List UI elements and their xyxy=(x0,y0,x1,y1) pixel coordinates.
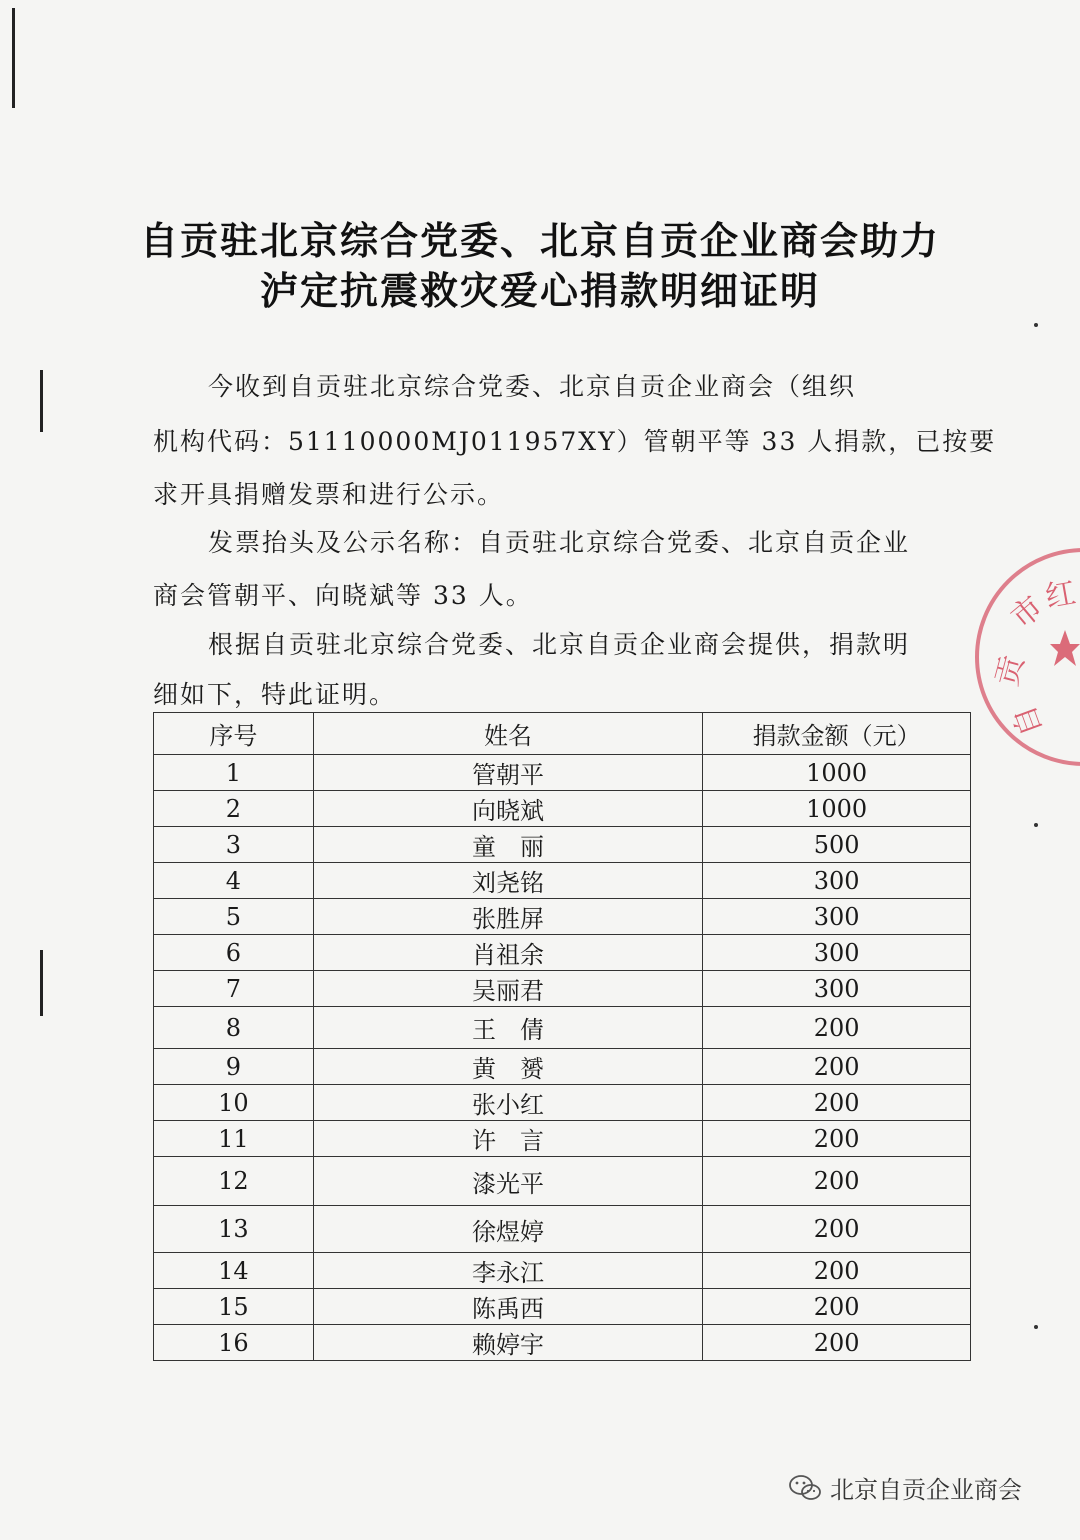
row-amount: 200 xyxy=(703,1253,971,1289)
row-amount: 200 xyxy=(703,1157,971,1206)
para1-line1: 今收到自贡驻北京综合党委、北京自贡企业商会（组织 xyxy=(208,372,857,401)
row-index: 14 xyxy=(154,1253,314,1289)
row-name: 向晓斌 xyxy=(313,791,702,827)
margin-mark-middle xyxy=(40,370,43,432)
row-amount: 1000 xyxy=(703,755,971,791)
row-amount: 300 xyxy=(703,971,971,1007)
row-name: 黄 赟 xyxy=(313,1049,702,1085)
table-row xyxy=(154,1049,971,1085)
document-title-line2: 泸定抗震救灾爱心捐款明细证明 xyxy=(259,268,820,313)
para1-line3: 求开具捐赠发票和进行公示。 xyxy=(153,480,505,509)
margin-mark-lower xyxy=(40,950,43,1016)
table-row xyxy=(154,791,971,827)
row-index: 10 xyxy=(154,1085,314,1121)
row-index: 1 xyxy=(154,755,314,791)
row-name: 刘尧铭 xyxy=(313,863,702,899)
row-index: 12 xyxy=(154,1157,314,1206)
seal-star-icon xyxy=(1050,628,1080,668)
row-amount: 300 xyxy=(703,863,971,899)
para3-line2: 细如下，特此证明。 xyxy=(153,680,397,709)
table-row xyxy=(154,1253,971,1289)
row-name: 李永江 xyxy=(313,1253,702,1289)
row-name: 赖婷宇 xyxy=(313,1325,702,1361)
header-index: 序号 xyxy=(154,713,314,755)
footer-label: 北京自贡企业商会 xyxy=(830,1476,1022,1504)
table-row xyxy=(154,1007,971,1049)
row-name: 漆光平 xyxy=(313,1157,702,1206)
table-header-row xyxy=(154,713,971,755)
row-index: 7 xyxy=(154,971,314,1007)
footer-watermark xyxy=(788,1470,1022,1505)
row-name: 王 倩 xyxy=(313,1007,702,1049)
table-row xyxy=(154,1289,971,1325)
para2-line1: 发票抬头及公示名称：自贡驻北京综合党委、北京自贡企业 xyxy=(208,528,911,557)
donation-table xyxy=(153,712,971,1361)
table-row xyxy=(154,755,971,791)
row-amount: 200 xyxy=(703,1206,971,1253)
row-amount: 1000 xyxy=(703,791,971,827)
row-index: 3 xyxy=(154,827,314,863)
row-amount: 300 xyxy=(703,899,971,935)
row-amount: 200 xyxy=(703,1007,971,1049)
punch-dot xyxy=(1034,823,1038,827)
row-name: 徐煜婷 xyxy=(313,1206,702,1253)
table-row xyxy=(154,1325,971,1361)
seal-char: 红 xyxy=(1042,575,1079,616)
seal-char: 自 xyxy=(1006,700,1050,741)
table-row xyxy=(154,1121,971,1157)
row-index: 15 xyxy=(154,1289,314,1325)
row-index: 5 xyxy=(154,899,314,935)
table-row xyxy=(154,1085,971,1121)
row-amount: 500 xyxy=(703,827,971,863)
row-name: 童 丽 xyxy=(313,827,702,863)
row-index: 4 xyxy=(154,863,314,899)
table-row xyxy=(154,935,971,971)
row-index: 8 xyxy=(154,1007,314,1049)
row-name: 许 言 xyxy=(313,1121,702,1157)
row-index: 9 xyxy=(154,1049,314,1085)
para2-line2: 商会管朝平、向晓斌等 33 人。 xyxy=(153,581,533,610)
row-amount: 300 xyxy=(703,935,971,971)
document-title-line1: 自贡驻北京综合党委、北京自贡企业商会助力 xyxy=(139,218,940,263)
row-name: 陈禹西 xyxy=(313,1289,702,1325)
seal-char: 贡 xyxy=(989,651,1032,690)
row-index: 16 xyxy=(154,1325,314,1361)
row-index: 13 xyxy=(154,1206,314,1253)
para3-line1: 根据自贡驻北京综合党委、北京自贡企业商会提供，捐款明 xyxy=(208,630,911,659)
para1-line2: 机构代码：51110000MJ011957XY）管朝平等 33 人捐款，已按要 xyxy=(153,427,997,456)
row-amount: 200 xyxy=(703,1289,971,1325)
row-amount: 200 xyxy=(703,1085,971,1121)
punch-dot xyxy=(1034,1325,1038,1329)
wechat-icon xyxy=(788,1474,822,1502)
header-amount: 捐款金额（元） xyxy=(703,713,971,755)
table-row xyxy=(154,971,971,1007)
row-amount: 200 xyxy=(703,1121,971,1157)
row-index: 6 xyxy=(154,935,314,971)
table-row xyxy=(154,827,971,863)
seal-char: 市 xyxy=(1004,589,1050,636)
row-index: 2 xyxy=(154,791,314,827)
margin-mark-top xyxy=(12,8,15,108)
row-amount: 200 xyxy=(703,1049,971,1085)
row-name: 管朝平 xyxy=(313,755,702,791)
punch-dot xyxy=(1034,323,1038,327)
row-name: 吴丽君 xyxy=(313,971,702,1007)
row-name: 张小红 xyxy=(313,1085,702,1121)
table-row xyxy=(154,1206,971,1253)
row-name: 张胜屏 xyxy=(313,899,702,935)
row-index: 11 xyxy=(154,1121,314,1157)
row-amount: 200 xyxy=(703,1325,971,1361)
header-name: 姓名 xyxy=(313,713,702,755)
row-name: 肖祖余 xyxy=(313,935,702,971)
table-row xyxy=(154,1157,971,1206)
table-row xyxy=(154,863,971,899)
table-row xyxy=(154,899,971,935)
